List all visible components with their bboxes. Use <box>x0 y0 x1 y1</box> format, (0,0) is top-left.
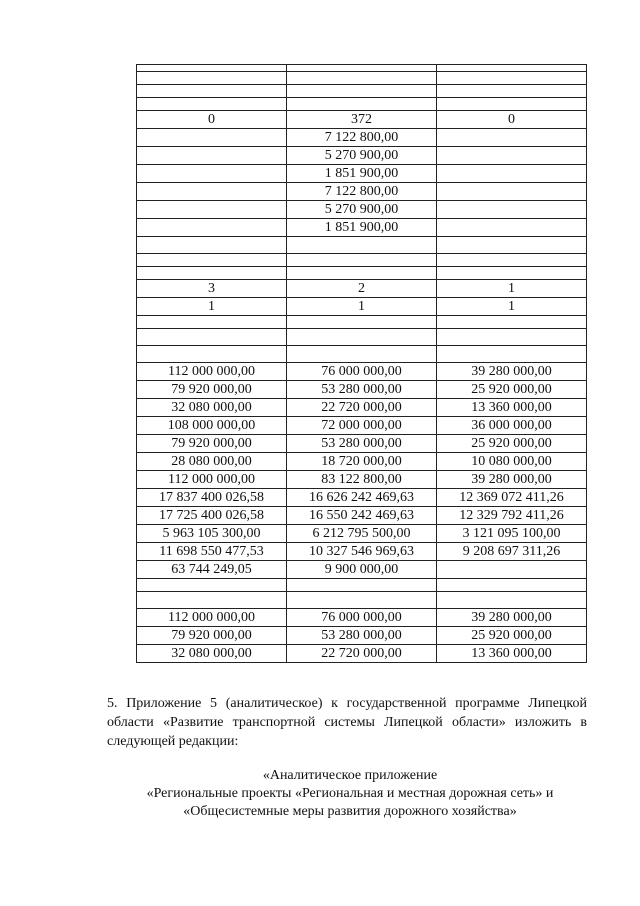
table-row <box>137 85 587 98</box>
table-cell: 17 725 400 026,58 <box>137 507 287 525</box>
table-cell: 12 369 072 411,26 <box>437 489 587 507</box>
table-row <box>137 201 587 219</box>
table-cell: 22 720 000,00 <box>287 399 437 417</box>
table-cell <box>437 579 587 592</box>
table-row <box>137 471 587 489</box>
table-cell: 9 208 697 311,26 <box>437 543 587 561</box>
table-cell: 5 270 900,00 <box>287 147 437 165</box>
table-cell: 11 698 550 477,53 <box>137 543 287 561</box>
table-cell <box>437 316 587 329</box>
table-cell: 12 329 792 411,26 <box>437 507 587 525</box>
table-cell <box>137 165 287 183</box>
table-cell <box>287 346 437 363</box>
table-cell: 53 280 000,00 <box>287 627 437 645</box>
table-cell: 112 000 000,00 <box>137 609 287 627</box>
table-row <box>137 645 587 663</box>
table-cell <box>437 147 587 165</box>
budget-table-body <box>137 65 587 663</box>
table-cell: 13 360 000,00 <box>437 645 587 663</box>
table-cell: 18 720 000,00 <box>287 453 437 471</box>
table-cell <box>287 85 437 98</box>
table-cell <box>137 183 287 201</box>
table-cell <box>137 72 287 85</box>
table-cell <box>437 65 587 72</box>
table-cell <box>137 592 287 609</box>
table-row <box>137 381 587 399</box>
table-cell <box>287 267 437 280</box>
table-cell <box>137 98 287 111</box>
heading-line-3: «Общесистемные меры развития дорожного хозяйства» <box>183 804 517 819</box>
table-cell: 2 <box>287 280 437 298</box>
table-cell: 39 280 000,00 <box>437 363 587 381</box>
table-row <box>137 98 587 111</box>
table-cell <box>137 267 287 280</box>
table-cell: 63 744 249,05 <box>137 561 287 579</box>
table-cell: 36 000 000,00 <box>437 417 587 435</box>
table-cell: 79 920 000,00 <box>137 627 287 645</box>
table-cell: 1 <box>437 298 587 316</box>
table-cell: 32 080 000,00 <box>137 645 287 663</box>
table-row <box>137 435 587 453</box>
table-row <box>137 147 587 165</box>
table-cell: 79 920 000,00 <box>137 435 287 453</box>
table-cell <box>137 201 287 219</box>
table-cell: 53 280 000,00 <box>287 435 437 453</box>
table-cell: 25 920 000,00 <box>437 381 587 399</box>
table-row <box>137 507 587 525</box>
table-cell <box>437 237 587 254</box>
table-row <box>137 525 587 543</box>
table-cell <box>137 237 287 254</box>
table-cell <box>437 254 587 267</box>
table-cell: 25 920 000,00 <box>437 627 587 645</box>
table-cell: 0 <box>137 111 287 129</box>
table-cell <box>287 592 437 609</box>
table-cell <box>437 329 587 346</box>
table-cell: 108 000 000,00 <box>137 417 287 435</box>
table-cell: 0 <box>437 111 587 129</box>
table-row <box>137 417 587 435</box>
heading-line-1: «Аналитическое приложение <box>262 768 438 783</box>
table-row <box>137 489 587 507</box>
table-row <box>137 627 587 645</box>
appendix-heading <box>100 767 600 821</box>
table-cell <box>437 267 587 280</box>
table-cell <box>437 165 587 183</box>
table-row <box>137 65 587 72</box>
table-cell <box>437 219 587 237</box>
table-cell <box>137 316 287 329</box>
paragraph-text: 5. Приложение 5 (аналитическое) к государственной программе Липецкой области «Развитие транспортной системы Липецкой области» изложить в следующей редакции: <box>107 696 587 749</box>
table-cell <box>437 98 587 111</box>
table-cell <box>137 129 287 147</box>
table-cell <box>437 346 587 363</box>
table-cell <box>137 65 287 72</box>
table-cell: 6 212 795 500,00 <box>287 525 437 543</box>
table-cell: 1 851 900,00 <box>287 165 437 183</box>
table-row <box>137 346 587 363</box>
table-cell <box>437 183 587 201</box>
table-cell <box>287 98 437 111</box>
table-cell <box>437 85 587 98</box>
table-cell: 10 080 000,00 <box>437 453 587 471</box>
table-cell <box>287 329 437 346</box>
table-cell <box>137 219 287 237</box>
table-cell: 10 327 546 969,63 <box>287 543 437 561</box>
table-cell: 112 000 000,00 <box>137 363 287 381</box>
table-cell: 32 080 000,00 <box>137 399 287 417</box>
heading-line-2: «Региональные проекты «Региональная и местная дорожная сеть» и <box>146 786 554 801</box>
table-cell: 83 122 800,00 <box>287 471 437 489</box>
table-row <box>137 267 587 280</box>
table-cell: 39 280 000,00 <box>437 609 587 627</box>
table-cell: 7 122 800,00 <box>287 129 437 147</box>
table-cell <box>437 201 587 219</box>
table-cell: 25 920 000,00 <box>437 435 587 453</box>
table-cell: 372 <box>287 111 437 129</box>
table-cell: 72 000 000,00 <box>287 417 437 435</box>
table-cell: 5 270 900,00 <box>287 201 437 219</box>
table-row <box>137 316 587 329</box>
table-cell <box>287 316 437 329</box>
table-cell <box>437 129 587 147</box>
table-cell: 1 <box>437 280 587 298</box>
table-cell <box>287 72 437 85</box>
table-cell <box>287 254 437 267</box>
table-cell: 53 280 000,00 <box>287 381 437 399</box>
table-cell: 3 <box>137 280 287 298</box>
table-cell <box>137 346 287 363</box>
table-cell <box>287 579 437 592</box>
table-cell: 112 000 000,00 <box>137 471 287 489</box>
table-cell: 39 280 000,00 <box>437 471 587 489</box>
table-row <box>137 280 587 298</box>
table-cell <box>437 592 587 609</box>
table-cell: 3 121 095 100,00 <box>437 525 587 543</box>
table-cell: 16 626 242 469,63 <box>287 489 437 507</box>
table-row <box>137 329 587 346</box>
table-row <box>137 561 587 579</box>
table-cell: 9 900 000,00 <box>287 561 437 579</box>
table-cell: 1 <box>137 298 287 316</box>
table-cell: 5 963 105 300,00 <box>137 525 287 543</box>
table-row <box>137 453 587 471</box>
table-row <box>137 363 587 381</box>
table-cell <box>137 85 287 98</box>
table-row <box>137 298 587 316</box>
table-row <box>137 237 587 254</box>
table-cell: 79 920 000,00 <box>137 381 287 399</box>
table-cell <box>287 237 437 254</box>
table-cell: 7 122 800,00 <box>287 183 437 201</box>
budget-table <box>136 64 587 663</box>
budget-table-wrap <box>136 64 586 663</box>
table-cell <box>437 72 587 85</box>
table-row <box>137 219 587 237</box>
table-row <box>137 579 587 592</box>
table-cell: 28 080 000,00 <box>137 453 287 471</box>
table-cell: 16 550 242 469,63 <box>287 507 437 525</box>
table-row <box>137 399 587 417</box>
table-row <box>137 609 587 627</box>
table-cell <box>437 561 587 579</box>
table-row <box>137 254 587 267</box>
table-cell <box>287 65 437 72</box>
table-cell <box>137 329 287 346</box>
table-row <box>137 72 587 85</box>
table-row <box>137 129 587 147</box>
table-cell: 1 851 900,00 <box>287 219 437 237</box>
table-cell: 13 360 000,00 <box>437 399 587 417</box>
table-cell: 76 000 000,00 <box>287 609 437 627</box>
table-cell: 17 837 400 026,58 <box>137 489 287 507</box>
table-cell <box>137 147 287 165</box>
table-cell: 22 720 000,00 <box>287 645 437 663</box>
table-cell <box>137 579 287 592</box>
table-row <box>137 543 587 561</box>
table-cell: 1 <box>287 298 437 316</box>
table-cell: 76 000 000,00 <box>287 363 437 381</box>
amendment-paragraph <box>107 694 587 751</box>
table-cell <box>137 254 287 267</box>
table-row <box>137 111 587 129</box>
table-row <box>137 165 587 183</box>
table-row <box>137 183 587 201</box>
table-row <box>137 592 587 609</box>
